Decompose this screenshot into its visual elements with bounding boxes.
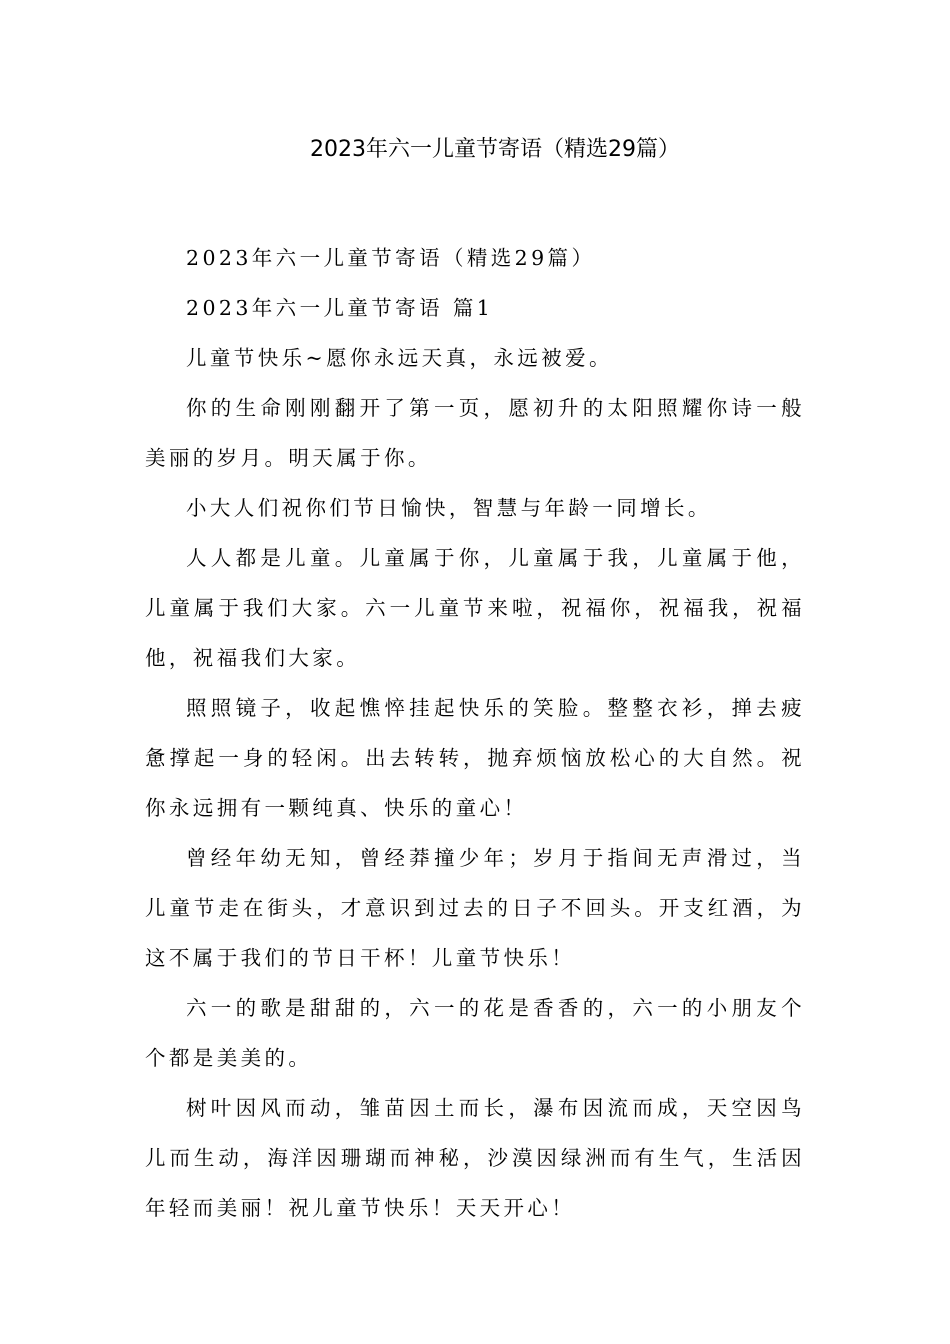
paragraph: 2023年六一儿童节寄语 篇1 xyxy=(186,296,494,320)
paragraph: 你的生命刚刚翻开了第一页，愿初升的太阳照耀你诗一般美丽的岁月。明天属于你。 xyxy=(145,396,805,470)
paragraph: 六一的歌是甜甜的，六一的花是香香的，六一的小朋友个个都是美美的。 xyxy=(145,996,805,1070)
paragraph: 曾经年幼无知，曾经莽撞少年；岁月于指间无声滑过，当儿童节走在街头，才意识到过去的日子不回头。开支红酒，为这不属于我们的节日干杯！儿童节快乐！ xyxy=(145,846,805,970)
document-body xyxy=(145,233,805,1233)
document-title: 2023年六一儿童节寄语（精选29篇） xyxy=(310,137,680,162)
paragraph: 人人都是儿童。儿童属于你，儿童属于我，儿童属于他，儿童属于我们大家。六一儿童节来啦，祝福你，祝福我，祝福他，祝福我们大家。 xyxy=(145,546,805,670)
paragraph: 2023年六一儿童节寄语（精选29篇） xyxy=(186,246,596,270)
paragraph: 照照镜子，收起憔悴挂起快乐的笑脸。整整衣衫，掸去疲惫撑起一身的轻闲。出去转转，抛弃烦恼放松心的大自然。祝你永远拥有一颗纯真、快乐的童心！ xyxy=(145,696,805,820)
paragraph: 小大人们祝你们节日愉快，智慧与年龄一同增长。 xyxy=(186,496,712,520)
paragraph: 树叶因风而动，雏苗因土而长，瀑布因流而成，天空因鸟儿而生动，海洋因珊瑚而神秘，沙漠因绿洲而有生气，生活因年轻而美丽！祝儿童节快乐！天天开心！ xyxy=(145,1096,805,1220)
paragraph: 儿童节快乐~愿你永远天真，永远被爱。 xyxy=(186,346,613,370)
